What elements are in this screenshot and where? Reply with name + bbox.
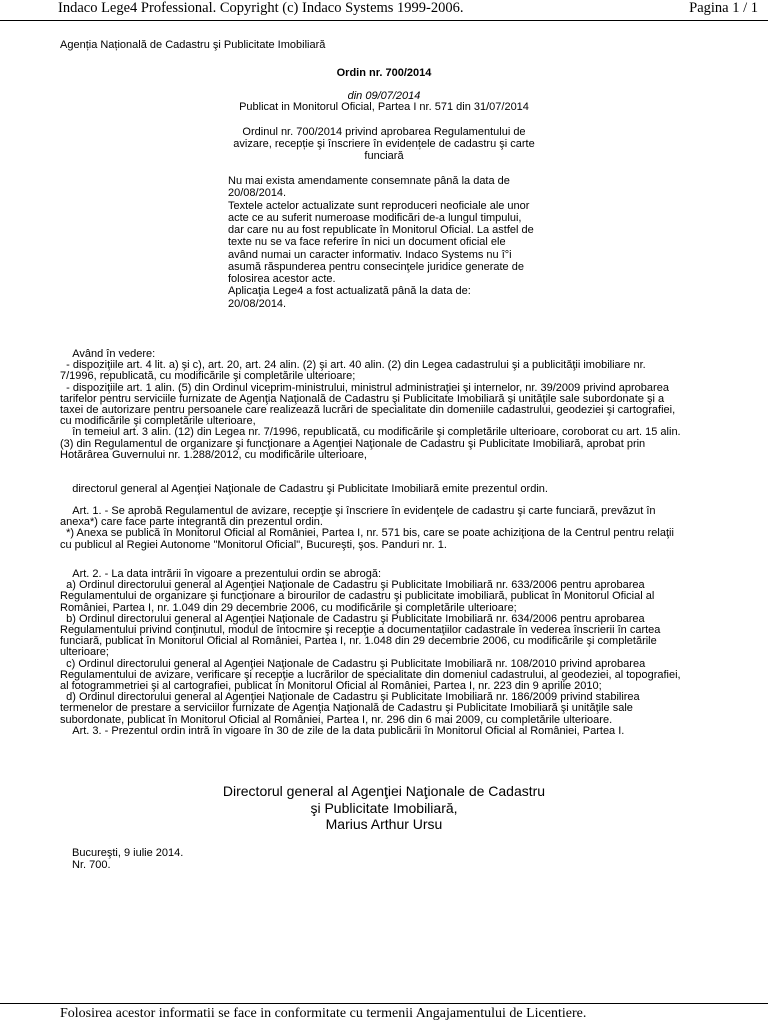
notice-line: Textele actelor actualizate sunt reproduceri neoficiale ale unor [228, 199, 530, 212]
preamble-line: 7/1996, republicată, cu modificările şi completările ulterioare; [60, 370, 356, 383]
article-line: Regulamentului privind conţinutul, modul de întocmire şi recepţie a documentaţiilor cadastrale în vederea înscrierii în cartea [60, 624, 661, 637]
notice-line: 20/08/2014. [228, 297, 287, 310]
place-date-line: Bucureşti, 9 iulie 2014. [72, 847, 184, 859]
article-2-3 [60, 569, 712, 737]
notice-line: acte ce au suferit numeroase modificări de-a lungul timpului, [228, 211, 522, 224]
article-line: subordonate, publicat în Monitorul Oficial al României, Partea I, nr. 296 din 6 mai 2009, cu completările ulterioare. [60, 713, 613, 726]
place-date [72, 848, 183, 871]
article-line: Art. 1. - Se aprobă Regulamentul de avizare, recepţie şi înscriere în evidenţele de cadastru şi carte funciară, prevăzut în [60, 505, 656, 517]
article-line: al fotogrammetriei şi al cartografiei, publicat în Monitorul Oficial al României, Partea I, nr. 223 din 9 aprilie 2010; [60, 680, 602, 693]
signature-name: Marius Arthur Ursu [325, 816, 443, 832]
description-line: funciară [364, 150, 404, 162]
article-line: anexa*) care face parte integrantă din prezentul ordin. [60, 516, 323, 529]
preamble [60, 349, 712, 461]
description-line: Ordinul nr. 700/2014 privind aprobarea Regulamentului de [242, 126, 526, 138]
article-line: b) Ordinul directorului general al Agenţiei Naţionale de Cadastru şi Publicitate Imobiliară nr. 634/2006 pentru aprobarea [60, 612, 645, 625]
notice-line: Aplicaţia Lege4 a fost actualizată până la data de: [228, 285, 471, 298]
article-line: termenelor de prestare a serviciilor furnizate de Agenţia Naţională de Cadastru şi Publicitate Imobiliară şi unităţile sale [60, 702, 633, 715]
copyright-text: Indaco Lege4 Professional. Copyright (c) Indaco Systems 1999-2006. [58, 0, 464, 16]
signature-line: Directorul general al Agenţiei Naţionale de Cadastru [222, 783, 546, 799]
signature-line: şi Publicitate Imobiliară, [310, 799, 458, 816]
preamble-line: tarifelor pentru serviciile furnizate de Agenţia Naţională de Cadastru şi Publicitate Imobiliară şi unităţile sale subordonate şi a [60, 392, 665, 405]
director-issues: directorul general al Agenţiei Naţionale de Cadastru şi Publicitate Imobiliară emite prezentul ordin. [60, 483, 548, 495]
article-line: d) Ordinul directorului general al Agenţiei Naţionale de Cadastru şi Publicitate Imobiliară nr. 186/2009 privind stabilirea [60, 691, 640, 704]
order-published: Publicat in Monitorul Oficial, Partea I nr. 571 din 31/07/2014 [239, 101, 529, 113]
article-line: *) Anexa se publică în Monitorul Oficial al României, Partea I, nr. 571 bis, care se poate achiziţiona de la Centrul pentru relaţii [60, 527, 674, 540]
license-notice: Folosirea acestor informatii se face in conformitate cu termenii Angajamentului de Licentiere. [60, 1006, 587, 1021]
article-line: a) Ordinul directorului general al Agenţiei Naţionale de Cadastru şi Publicitate Imobiliară nr. 633/2006 pentru aprobarea [60, 579, 645, 592]
order-subtitle [0, 91, 768, 113]
notice-line: 20/08/2014. [228, 187, 287, 200]
article-line: Art. 3. - Prezentul ordin intră în vigoare în 30 de zile de la data publicării în Monitorul Oficial al României, Partea I. [60, 724, 625, 737]
notice-line: texte nu se va face referire în nici un document oficial ele [228, 236, 506, 249]
preamble-line: Având în vedere: [60, 348, 156, 360]
article-line: c) Ordinul directorului general al Agenţiei Naţionale de Cadastru şi Publicitate Imobiliară nr. 108/2010 privind aprobarea [60, 657, 646, 670]
article-line: funciară, publicat în Monitorul Oficial al României, Partea I, nr. 1.048 din 29 decembrie 2006, cu modificările şi completările [60, 635, 657, 648]
article-line: Regulamentului de avizare, verificare şi recepţie a lucrărilor de specialitate din domeniul cadastrului, al geodeziei, al topografiei, [60, 668, 681, 681]
preamble-line: - dispoziţiile art. 4 lit. a) şi c), art. 20, art. 24 alin. (2) şi art. 40 alin. (2) din Legea cadastrului şi a publicităţii imobiliare nr. [60, 359, 646, 372]
article-line: Regulamentului de organizare şi funcţionare a birourilor de cadastru şi publicitate imobiliară, publicat în Monitorul Oficial al [60, 590, 655, 603]
page-number: Pagina 1 / 1 [689, 0, 758, 16]
article-line: cu publicul al Regiei Autonome "Monitorul Oficial", Bucureşti, şos. Panduri nr. 1. [60, 538, 447, 551]
notice-line: Nu mai exista amendamente consemnate până la data de [228, 175, 510, 187]
order-description [0, 126, 768, 162]
disclaimer-notice [228, 175, 558, 310]
article-line: ulterioare; [60, 646, 109, 659]
notice-line: asumă răspunderea pentru consecinţele juridice generate de [228, 260, 524, 273]
notice-line: folosirea acestor acte. [228, 273, 336, 285]
order-number-line: Nr. 700. [72, 858, 111, 871]
description-line: avizare, recepție şi înscriere în evidențele de cadastru şi carte [233, 138, 535, 150]
notice-line: având numai un caracter informativ. Indaco Systems nu î°i [228, 248, 512, 261]
preamble-line: taxei de autorizare pentru persoanele care realizează lucrări de specialitate din domeniile cadastrului, geodeziei şi cartografiei, [60, 404, 676, 417]
preamble-line: (3) din Regulamentul de organizare şi funcţionare a Agenţiei Naţionale de Cadastru şi Publicitate Imobiliară, aprobat prin [60, 437, 646, 450]
order-date: din 09/07/2014 [347, 90, 421, 102]
preamble-line: cu modificările şi completările ulterioare, [60, 415, 256, 428]
signature-block [0, 783, 768, 833]
agency-name: Agenția Națională de Cadastru şi Publicitate Imobiliară [60, 39, 326, 51]
preamble-line: în temeiul art. 3 alin. (12) din Legea nr. 7/1996, republicată, cu modificările şi completările ulterioare, coroborat cu art. 15 alin. [60, 426, 681, 439]
preamble-line: - dispoziţiile art. 1 alin. (5) din Ordinul viceprim-ministrului, ministrul administraţiei şi internelor, nr. 39/2009 privind aprobarea [60, 381, 669, 394]
page-header [0, 0, 768, 21]
notice-line: dar care nu au fost republicate în Monitorul Oficial. La astfel de [228, 224, 534, 236]
article-1 [60, 506, 712, 551]
order-title: Ordin nr. 700/2014 [336, 67, 432, 79]
preamble-line: Hotărârea Guvernului nr. 1.288/2012, cu modificările ulterioare, [60, 448, 367, 461]
page-footer [0, 1003, 768, 1025]
article-line: României, Partea I, nr. 1.049 din 29 decembrie 2006, cu modificările şi completările ulterioare; [60, 601, 517, 614]
article-line: Art. 2. - La data intrării în vigoare a prezentului ordin se abrogă: [60, 568, 382, 580]
